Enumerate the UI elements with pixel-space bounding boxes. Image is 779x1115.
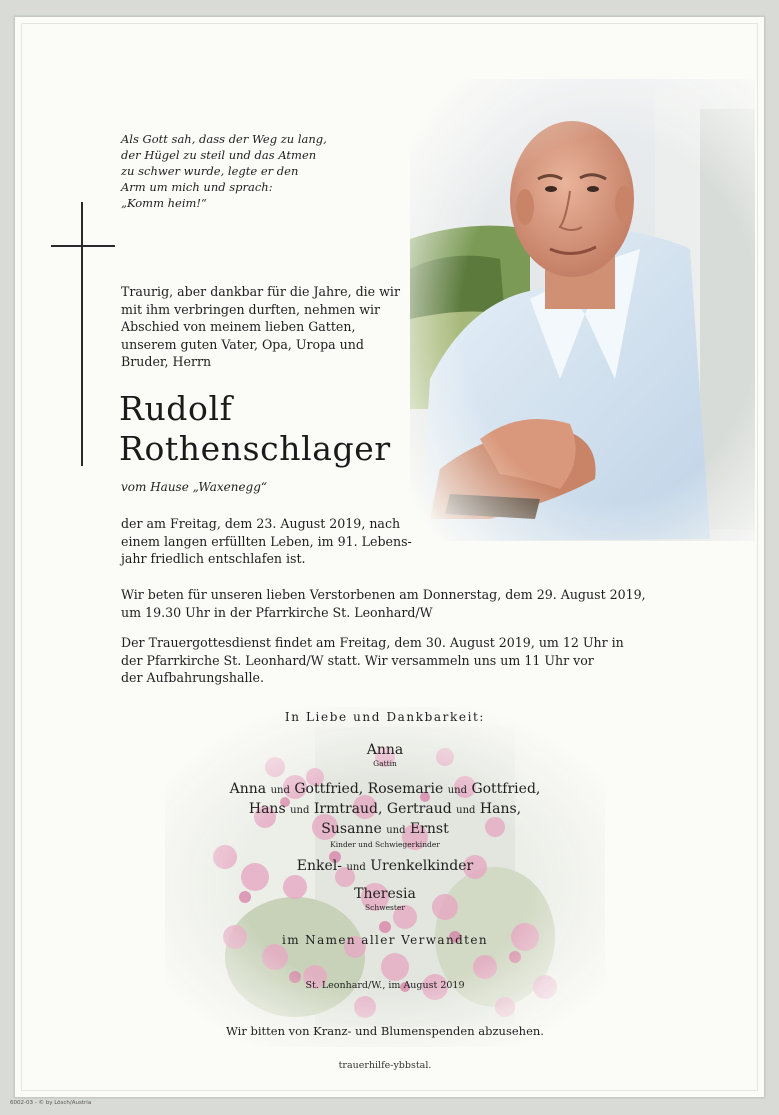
mourner-name: Anna — [366, 742, 404, 758]
intro-line: unserem guten Vater, Opa, Uropa und — [121, 336, 364, 352]
prayer-line: Wir beten für unseren lieben Verstorbenen am Donnerstag, dem 29. August 2019, — [121, 587, 646, 602]
cross-icon-bar — [51, 245, 115, 247]
notice-line: einem langen erfüllten Leben, im 91. Lebens- — [121, 533, 412, 549]
cross-icon — [81, 202, 83, 466]
place-date: St. Leonhard/W., im August 2019 — [305, 980, 465, 991]
mourner-name: Theresia — [354, 886, 416, 902]
intro-line: mit ihm verbringen durften, nehmen wir — [121, 301, 381, 317]
mourner-role: Kinder und Schwiegerkinder — [330, 840, 440, 849]
mourner-theresia — [165, 885, 605, 912]
poem — [121, 131, 361, 211]
mourner-role: Schwester — [365, 903, 405, 912]
closing-request: Wir bitten von Kranz- und Blumenspenden abzusehen. — [226, 1024, 544, 1038]
portrait-illustration — [410, 79, 755, 541]
poem-line: Als Gott sah, dass der Weg zu lang, — [121, 132, 327, 146]
prayer-line: um 19.30 Uhr in der Pfarrkirche St. Leonhard/W — [121, 604, 433, 620]
intro-line: Traurig, aber dankbar für die Jahre, die wir — [121, 284, 400, 299]
mourner-line: Susanne und Ernst — [321, 821, 449, 837]
mourner-children — [165, 780, 605, 849]
intro-line: Bruder, Herrn — [121, 354, 212, 369]
poem-line: zu schwer wurde, legte er den — [121, 164, 299, 178]
house-name: vom Hause „Waxenegg“ — [121, 480, 268, 494]
relatives-line: im Namen aller Verwandten — [281, 933, 489, 947]
copyright-footer: 6002-03 - © by Lösch/Austria — [10, 1100, 92, 1106]
parte-sheet — [14, 16, 765, 1098]
mourner-line: Hans und Irmtraud, Gertraud und Hans, — [248, 801, 522, 817]
mourner-line: Anna und Gottfried, Rosemarie und Gottfried, — [229, 781, 541, 797]
prayer-notice — [121, 586, 681, 621]
mourners-heading: In Liebe und Dankbarkeit: — [284, 710, 486, 724]
notice-line: jahr friedlich entschlafen ist. — [121, 551, 306, 566]
first-name: Rudolf — [119, 389, 233, 428]
service-notice — [121, 634, 681, 687]
deceased-name — [119, 389, 391, 469]
mourner-line: Enkel- und Urenkelkinder — [296, 858, 474, 874]
intro-text — [121, 283, 421, 371]
poem-line: „Komm heim!“ — [121, 196, 207, 210]
service-line: der Pfarrkirche St. Leonhard/W statt. Wir versammeln uns um 11 Uhr vor — [121, 652, 594, 668]
mourner-role: Gattin — [373, 759, 397, 768]
poem-line: Arm um mich und sprach: — [121, 180, 273, 194]
portrait-photo — [410, 79, 755, 541]
last-name: Rothenschlager — [119, 429, 391, 468]
service-line: Der Trauergottesdienst findet am Freitag, dem 30. August 2019, um 12 Uhr in — [121, 635, 624, 650]
mourner-anna — [165, 741, 605, 768]
service-line: der Aufbahrungshalle. — [121, 670, 264, 685]
undertaker-name: trauerhilfe-ybbstal. — [338, 1060, 432, 1071]
mourner-grandchildren — [165, 857, 605, 877]
poem-line: der Hügel zu steil und das Atmen — [121, 148, 317, 162]
intro-line: Abschied von meinem lieben Gatten, — [121, 319, 356, 334]
death-notice — [121, 515, 431, 568]
notice-line: der am Freitag, dem 23. August 2019, nach — [121, 516, 401, 531]
